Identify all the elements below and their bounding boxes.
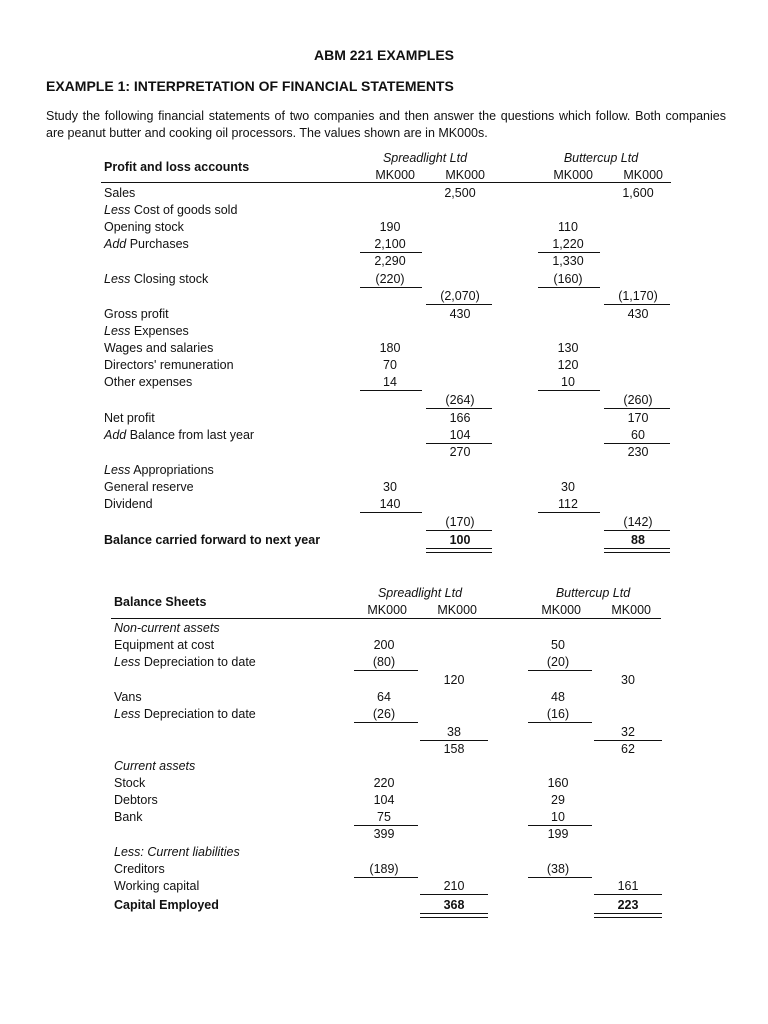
pl-gross-profit-a: 430 xyxy=(449,307,471,321)
pl-carried-forward-a: 100 xyxy=(449,533,471,547)
pl-net-profit-label: Net profit xyxy=(104,411,155,425)
pl-purch-add: Add xyxy=(104,237,127,251)
pl-header: Profit and loss accounts xyxy=(104,160,250,174)
pl-sum-b: 230 xyxy=(627,445,649,459)
bs-equipment-a: 200 xyxy=(373,638,395,652)
bs-company-b: Buttercup Ltd xyxy=(555,586,631,600)
pl-rule xyxy=(426,530,492,531)
pl-unit-b2: MK000 xyxy=(623,168,663,182)
pl-opening-label: Opening stock xyxy=(104,220,184,234)
pl-opening-a: 190 xyxy=(379,220,401,234)
bs-nca-total-a: 158 xyxy=(443,742,465,756)
bs-capital-employed-a: 368 xyxy=(443,898,465,912)
pl-unit-a2: MK000 xyxy=(445,168,485,182)
bs-vans-net-b: 32 xyxy=(621,725,635,739)
pl-appropriations-label xyxy=(104,462,214,478)
pl-company-b: Buttercup Ltd xyxy=(563,151,639,165)
pl-closing-a: (220) xyxy=(375,272,405,286)
pl-purch-text: Purchases xyxy=(126,237,189,251)
pl-rule xyxy=(604,304,670,305)
pl-rule xyxy=(538,512,600,513)
pl-cogs-less: Less xyxy=(104,203,131,217)
bs-stock-label: Stock xyxy=(114,776,146,790)
pl-other-a: 14 xyxy=(383,375,397,389)
bs-nca-label: Non-current assets xyxy=(114,621,220,635)
bs-dep1-text: Depreciation to date xyxy=(140,655,256,669)
bs-debtors-b: 29 xyxy=(551,793,565,807)
bs-equipment-b: 50 xyxy=(551,638,565,652)
pl-bal-add: Add xyxy=(104,428,127,442)
pl-sum-a: 270 xyxy=(449,445,471,459)
pl-exp-less: Less xyxy=(104,324,131,338)
bs-working-capital-b: 161 xyxy=(617,879,639,893)
pl-gross-profit-b: 430 xyxy=(627,307,649,321)
bs-bank-a: 75 xyxy=(377,810,391,824)
pl-cogs-total-b: (1,170) xyxy=(618,289,658,303)
bs-company-a: Spreadlight Ltd xyxy=(377,586,463,600)
pl-directors-b: 120 xyxy=(557,358,579,372)
bs-dep2-b: (16) xyxy=(546,707,570,721)
pl-rule xyxy=(604,530,670,531)
pl-double-rule xyxy=(604,548,670,553)
bs-bank-b: 10 xyxy=(551,810,565,824)
pl-exp-total-b: (260) xyxy=(623,393,653,407)
bs-ca-total-a: 399 xyxy=(373,827,395,841)
pl-closing-less: Less xyxy=(104,272,131,286)
pl-wages-b: 130 xyxy=(557,341,579,355)
pl-carried-forward-label: Balance carried forward to next year xyxy=(104,533,321,547)
bs-working-capital-label: Working capital xyxy=(114,879,200,893)
bs-dep1-label xyxy=(114,654,256,670)
pl-balance-b: 60 xyxy=(631,428,645,442)
pl-exp-text: Expenses xyxy=(130,324,189,338)
pl-app-less: Less xyxy=(104,463,131,477)
pl-reserve-label: General reserve xyxy=(104,480,194,494)
pl-directors-label: Directors' remuneration xyxy=(104,358,234,372)
bs-capital-employed-b: 223 xyxy=(617,898,639,912)
bs-rule xyxy=(354,877,418,878)
bs-rule xyxy=(528,722,592,723)
bs-unit-b1: MK000 xyxy=(541,603,581,617)
document-title: ABM 221 EXAMPLES xyxy=(313,47,455,63)
pl-purchases-a: 2,100 xyxy=(374,237,406,251)
pl-net-profit-b: 170 xyxy=(627,411,649,425)
pl-reserve-b: 30 xyxy=(561,480,575,494)
bs-vans-a: 64 xyxy=(377,690,391,704)
pl-purchases-label xyxy=(104,236,189,252)
pl-opening-b: 110 xyxy=(558,220,578,234)
bs-vans-net-a: 38 xyxy=(447,725,461,739)
bs-capital-employed-label: Capital Employed xyxy=(114,898,219,912)
pl-sales-a: 2,500 xyxy=(444,186,476,200)
pl-company-a: Spreadlight Ltd xyxy=(382,151,468,165)
bs-creditors-a: (189) xyxy=(369,862,399,876)
bs-working-capital-a: 210 xyxy=(443,879,465,893)
bs-rule xyxy=(354,670,418,671)
bs-rule xyxy=(528,670,592,671)
pl-dividend-label: Dividend xyxy=(104,497,153,511)
pl-closing-text: Closing stock xyxy=(130,272,209,286)
pl-cogs-total-a: (2,070) xyxy=(440,289,480,303)
bs-dep2-a: (26) xyxy=(372,707,396,721)
bs-equipment-label: Equipment at cost xyxy=(114,638,215,652)
bs-header: Balance Sheets xyxy=(114,595,207,609)
bs-equipment-net-a: 120 xyxy=(443,673,465,687)
pl-rule xyxy=(360,390,422,391)
bs-cl-label: Less: Current liabilities xyxy=(114,845,240,859)
pl-rule xyxy=(360,512,422,513)
pl-cogs-label xyxy=(104,202,237,218)
bs-creditors-b: (38) xyxy=(546,862,570,876)
bs-unit-a2: MK000 xyxy=(437,603,477,617)
bs-dep2-less: Less xyxy=(114,707,141,721)
pl-header-rule xyxy=(101,182,671,183)
bs-rule xyxy=(354,722,418,723)
example-heading: EXAMPLE 1: INTERPRETATION OF FINANCIAL STATEMENTS xyxy=(46,78,454,94)
bs-stock-b: 160 xyxy=(547,776,569,790)
bs-double-rule xyxy=(594,913,662,918)
bs-rule xyxy=(594,894,662,895)
bs-stock-a: 220 xyxy=(373,776,395,790)
pl-gross-profit-label: Gross profit xyxy=(104,307,169,321)
bs-dep1-a: (80) xyxy=(372,655,396,669)
bs-vans-label: Vans xyxy=(114,690,142,704)
pl-rule xyxy=(604,408,670,409)
bs-dep1-less: Less xyxy=(114,655,141,669)
pl-balance-a: 104 xyxy=(449,428,471,442)
bs-unit-a1: MK000 xyxy=(367,603,407,617)
bs-dep2-label xyxy=(114,706,256,722)
pl-closing-b: (160) xyxy=(553,272,583,286)
pl-rule xyxy=(426,408,492,409)
pl-other-label: Other expenses xyxy=(104,375,193,389)
pl-unit-a1: MK000 xyxy=(375,168,415,182)
bs-rule xyxy=(528,877,592,878)
pl-subtotal-b: 1,330 xyxy=(552,254,584,268)
pl-sales-b: 1,600 xyxy=(622,186,654,200)
pl-rule xyxy=(426,304,492,305)
bs-unit-b2: MK000 xyxy=(611,603,651,617)
bs-ca-total-b: 199 xyxy=(547,827,569,841)
pl-wages-a: 180 xyxy=(379,341,401,355)
pl-unit-b1: MK000 xyxy=(553,168,593,182)
bs-debtors-a: 104 xyxy=(373,793,395,807)
pl-rule xyxy=(360,287,422,288)
pl-wages-label: Wages and salaries xyxy=(104,341,214,355)
pl-sales-label: Sales xyxy=(104,186,136,200)
pl-expenses-label xyxy=(104,323,189,339)
pl-closing-label xyxy=(104,271,208,287)
pl-dividend-a: 140 xyxy=(379,497,401,511)
pl-rule xyxy=(538,390,600,391)
bs-dep1-b: (20) xyxy=(546,655,570,669)
pl-purchases-b: 1,220 xyxy=(552,237,584,251)
pl-app-total-b: (142) xyxy=(623,515,653,529)
bs-debtors-label: Debtors xyxy=(114,793,158,807)
pl-app-text: Appropriations xyxy=(130,463,214,477)
pl-other-b: 10 xyxy=(561,375,575,389)
pl-cogs-text: Cost of goods sold xyxy=(130,203,238,217)
bs-equipment-net-b: 30 xyxy=(621,673,635,687)
bs-ca-label: Current assets xyxy=(114,759,196,773)
pl-double-rule xyxy=(426,548,492,553)
pl-balance-label xyxy=(104,427,254,443)
pl-subtotal-a: 2,290 xyxy=(374,254,406,268)
pl-net-profit-a: 166 xyxy=(449,411,471,425)
bs-rule xyxy=(420,894,488,895)
pl-carried-forward-b: 88 xyxy=(631,533,645,547)
bs-nca-total-b: 62 xyxy=(621,742,635,756)
bs-header-rule xyxy=(111,618,661,619)
pl-directors-a: 70 xyxy=(383,358,397,372)
pl-bal-text: Balance from last year xyxy=(126,428,255,442)
pl-rule xyxy=(538,287,600,288)
bs-vans-b: 48 xyxy=(551,690,565,704)
bs-double-rule xyxy=(420,913,488,918)
bs-creditors-label: Creditors xyxy=(114,862,165,876)
pl-app-total-a: (170) xyxy=(445,515,475,529)
bs-bank-label: Bank xyxy=(114,810,143,824)
bs-dep2-text: Depreciation to date xyxy=(140,707,256,721)
pl-dividend-b: 112 xyxy=(558,497,578,511)
pl-exp-total-a: (264) xyxy=(445,393,475,407)
pl-reserve-a: 30 xyxy=(383,480,397,494)
intro-paragraph: Study the following financial statements of two companies and then answer the questions which follow. Both companies are peanut butter and cooking oil processors. The values shown are in MK000s. xyxy=(46,109,726,140)
